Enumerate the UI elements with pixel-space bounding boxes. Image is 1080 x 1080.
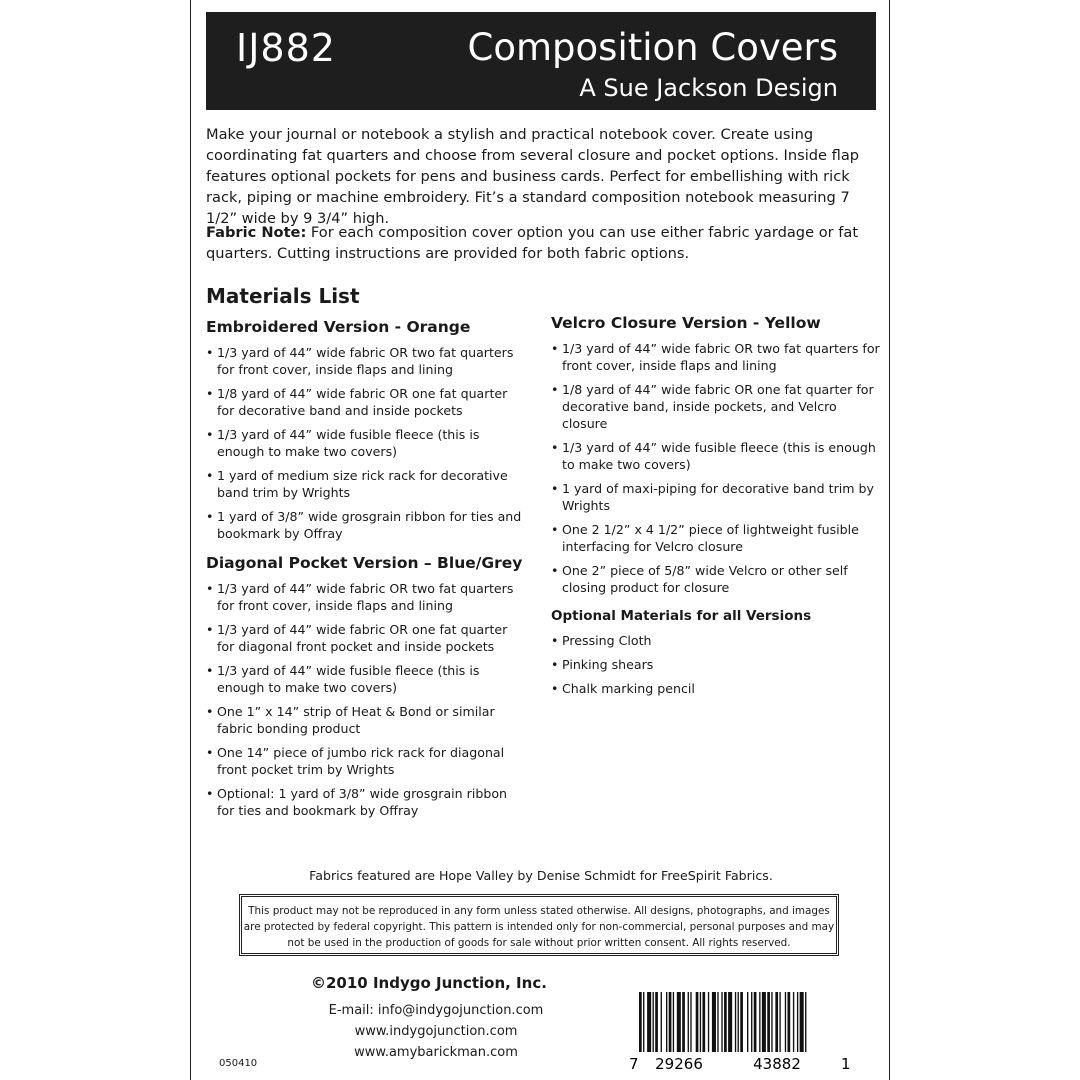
barcode-bar	[775, 992, 778, 1052]
section-heading: Diagonal Pocket Version – Blue/Grey	[206, 554, 523, 572]
pattern-back-cover	[190, 0, 890, 1080]
barcode-bars	[639, 992, 806, 1052]
contact-email: E-mail: info@indygojunction.com	[328, 1003, 544, 1018]
bullet-icon: •	[551, 440, 559, 455]
barcode-bar	[754, 992, 757, 1052]
barcode-bar	[762, 992, 766, 1052]
barcode-bar	[661, 992, 662, 1052]
material-item-text: One 2” piece of 5/8” wide Velcro or other self closing product for closure	[562, 563, 848, 595]
section-heading: Embroidered Version - Orange	[206, 318, 471, 336]
material-item	[206, 621, 526, 655]
barcode-bar	[779, 992, 780, 1052]
bullet-icon: •	[206, 468, 214, 483]
material-item-text: 1/3 yard of 44” wide fabric OR two fat quarters for front cover, inside flaps and lining	[217, 581, 514, 613]
material-item-text: Pinking shears	[562, 657, 654, 672]
materials-heading: Materials List	[206, 284, 360, 308]
material-item	[206, 426, 526, 460]
bullet-icon: •	[206, 786, 214, 801]
bullet-icon: •	[551, 522, 559, 537]
barcode-bar	[708, 992, 709, 1052]
bullet-icon: •	[551, 341, 559, 356]
barcode-bar	[696, 992, 699, 1052]
bullet-icon: •	[551, 481, 559, 496]
fabric-note	[206, 222, 876, 264]
barcode-bar	[682, 992, 685, 1052]
material-item-text: 1/8 yard of 44” wide fabric OR one fat quarter for decorative band, inside pockets, and Velcro closure	[562, 382, 874, 431]
barcode-bar	[738, 992, 739, 1052]
contact-website: www.indygojunction.com	[354, 1024, 518, 1039]
barcode-bar	[647, 992, 651, 1052]
material-item	[551, 680, 881, 697]
barcode-bar	[759, 992, 760, 1052]
material-item-text: 1/3 yard of 44” wide fusible fleece (this is enough to make two covers)	[562, 440, 876, 472]
material-item	[206, 580, 526, 614]
barcode-bar	[700, 992, 701, 1052]
fabric-note-text: For each composition cover option you can use either fabric yardage or fat quarters. Cutting instructions are provided for both fabric options.	[206, 224, 859, 262]
contact-info	[311, 1000, 561, 1063]
section-heading: Optional Materials for all Versions	[551, 608, 812, 624]
barcode-bar	[673, 992, 674, 1052]
bullet-icon: •	[551, 633, 559, 648]
bullet-icon: •	[551, 657, 559, 672]
materials-list	[206, 580, 526, 819]
barcode-bar	[688, 992, 689, 1052]
bullet-icon: •	[551, 382, 559, 397]
header-banner	[206, 12, 876, 110]
materials-left-column	[206, 316, 526, 829]
bullet-icon: •	[551, 681, 559, 696]
material-item	[206, 385, 526, 419]
material-item-text: 1/3 yard of 44” wide fabric OR one fat quarter for diagonal front pocket and inside pockets	[217, 622, 508, 654]
barcode-bar	[800, 992, 804, 1052]
fabric-credit: Fabrics featured are Hope Valley by Denise Schmidt for FreeSpirit Fabrics.	[309, 868, 773, 883]
pattern-title: Composition Covers	[467, 26, 838, 69]
barcode-bar	[712, 992, 716, 1052]
material-item-text: 1 yard of maxi-piping for decorative band trim by Wrights	[562, 481, 874, 513]
bullet-icon: •	[206, 745, 214, 760]
barcode-bar	[767, 992, 770, 1052]
material-item	[551, 340, 881, 374]
bullet-icon: •	[551, 563, 559, 578]
barcode-group-2: 43882	[753, 1055, 801, 1072]
material-item-text: 1 yard of 3/8” wide grosgrain ribbon for ties and bookmark by Offray	[217, 509, 522, 541]
material-item	[551, 632, 881, 649]
copyright: ©2010 Indygo Junction, Inc.	[311, 974, 547, 992]
barcode-bar	[785, 992, 786, 1052]
barcode-digit-left: 7	[629, 1055, 639, 1072]
barcode-bar	[643, 992, 644, 1052]
bullet-icon: •	[206, 704, 214, 719]
barcode-bar	[702, 992, 705, 1052]
barcode	[629, 990, 851, 1072]
barcode-bar	[666, 992, 667, 1052]
barcode-bar	[690, 992, 691, 1052]
material-item-text: 1/3 yard of 44” wide fabric OR two fat quarters for front cover, inside flaps and lining	[562, 341, 880, 373]
material-item-text: One 1” x 14” strip of Heat & Bond or similar fabric bonding product	[217, 704, 495, 736]
barcode-bar	[751, 992, 752, 1052]
contact-website: www.amybarickman.com	[354, 1045, 518, 1060]
barcode-group-1: 29266	[655, 1055, 703, 1072]
bullet-icon: •	[206, 509, 214, 524]
fabric-note-label: Fabric Note:	[206, 224, 307, 241]
material-item	[206, 785, 526, 819]
barcode-bar	[653, 992, 654, 1052]
legal-notice: This product may not be reproduced in any form unless stated otherwise. All designs, photographs, and images are protected by federal copyright. This pattern is intended only for non-commercial, personal purposes and may not be used in the production of goods for sale without prior written consent. All rights reserved.	[243, 905, 835, 949]
material-item	[551, 562, 881, 596]
bullet-icon: •	[206, 386, 214, 401]
material-item	[551, 521, 881, 555]
bullet-icon: •	[206, 622, 214, 637]
barcode-bar	[788, 992, 791, 1052]
barcode-bar	[747, 992, 748, 1052]
barcode-bar	[677, 992, 681, 1052]
material-item	[206, 344, 526, 378]
legal-notice-box	[239, 894, 839, 956]
material-item-text: 1/3 yard of 44” wide fusible fleece (this is enough to make two covers)	[217, 427, 480, 459]
barcode-bar	[721, 992, 722, 1052]
materials-right-column	[551, 312, 881, 707]
material-item-text: Pressing Cloth	[562, 633, 652, 648]
designer-credit: A Sue Jackson Design	[579, 74, 838, 102]
bullet-icon: •	[206, 345, 214, 360]
pattern-code: IJ882	[236, 26, 336, 70]
barcode-bar	[771, 992, 772, 1052]
material-item	[206, 744, 526, 778]
barcode-bar	[717, 992, 718, 1052]
material-item	[206, 508, 526, 542]
material-item-text: One 14” piece of jumbo rick rack for diagonal front pocket trim by Wrights	[217, 745, 505, 777]
material-item	[206, 467, 526, 501]
barcode-bar	[740, 992, 743, 1052]
barcode-bar	[728, 992, 732, 1052]
material-item	[551, 656, 881, 673]
bullet-icon: •	[206, 427, 214, 442]
barcode-bar	[797, 992, 798, 1052]
material-item	[206, 703, 526, 737]
barcode-bar	[655, 992, 658, 1052]
materials-list	[206, 344, 526, 542]
material-item-text: 1/8 yard of 44” wide fabric OR one fat quarter for decorative band and inside pockets	[217, 386, 508, 418]
part-number: 050410	[219, 1058, 258, 1069]
bullet-icon: •	[206, 663, 214, 678]
intro-paragraph: Make your journal or notebook a stylish and practical notebook cover. Create using coordinating fat quarters and choose from several closure and pocket options. Inside flap features optional pockets for pens and business cards. Perfect for embellishing with rick rack, piping or machine embroidery. Fit’s a standard composition notebook measuring 7 1/2” wide by 9 3/4” high.	[206, 126, 860, 227]
barcode-bar	[639, 992, 642, 1052]
barcode-bar	[735, 992, 736, 1052]
barcode-bar	[669, 992, 672, 1052]
material-item-text: 1/3 yard of 44” wide fabric OR two fat quarters for front cover, inside flaps and lining	[217, 345, 514, 377]
section-heading: Velcro Closure Version - Yellow	[551, 314, 821, 332]
barcode-bar	[805, 992, 806, 1052]
material-item	[551, 480, 881, 514]
bullet-icon: •	[206, 581, 214, 596]
barcode-bar	[724, 992, 727, 1052]
materials-list	[551, 340, 881, 596]
materials-list	[551, 632, 881, 697]
barcode-bar	[793, 992, 794, 1052]
material-item-text: 1 yard of medium size rick rack for decorative band trim by Wrights	[217, 468, 508, 500]
material-item-text: Chalk marking pencil	[562, 681, 695, 696]
material-item	[206, 662, 526, 696]
barcode-digit-right: 1	[841, 1055, 851, 1072]
material-item	[551, 439, 881, 473]
material-item-text: 1/3 yard of 44” wide fusible fleece (this is enough to make two covers)	[217, 663, 480, 695]
material-item-text: One 2 1/2” x 4 1/2” piece of lightweight fusible interfacing for Velcro closure	[562, 522, 859, 554]
material-item	[551, 381, 881, 432]
material-item-text: Optional: 1 yard of 3/8” wide grosgrain ribbon for ties and bookmark by Offray	[217, 786, 508, 818]
